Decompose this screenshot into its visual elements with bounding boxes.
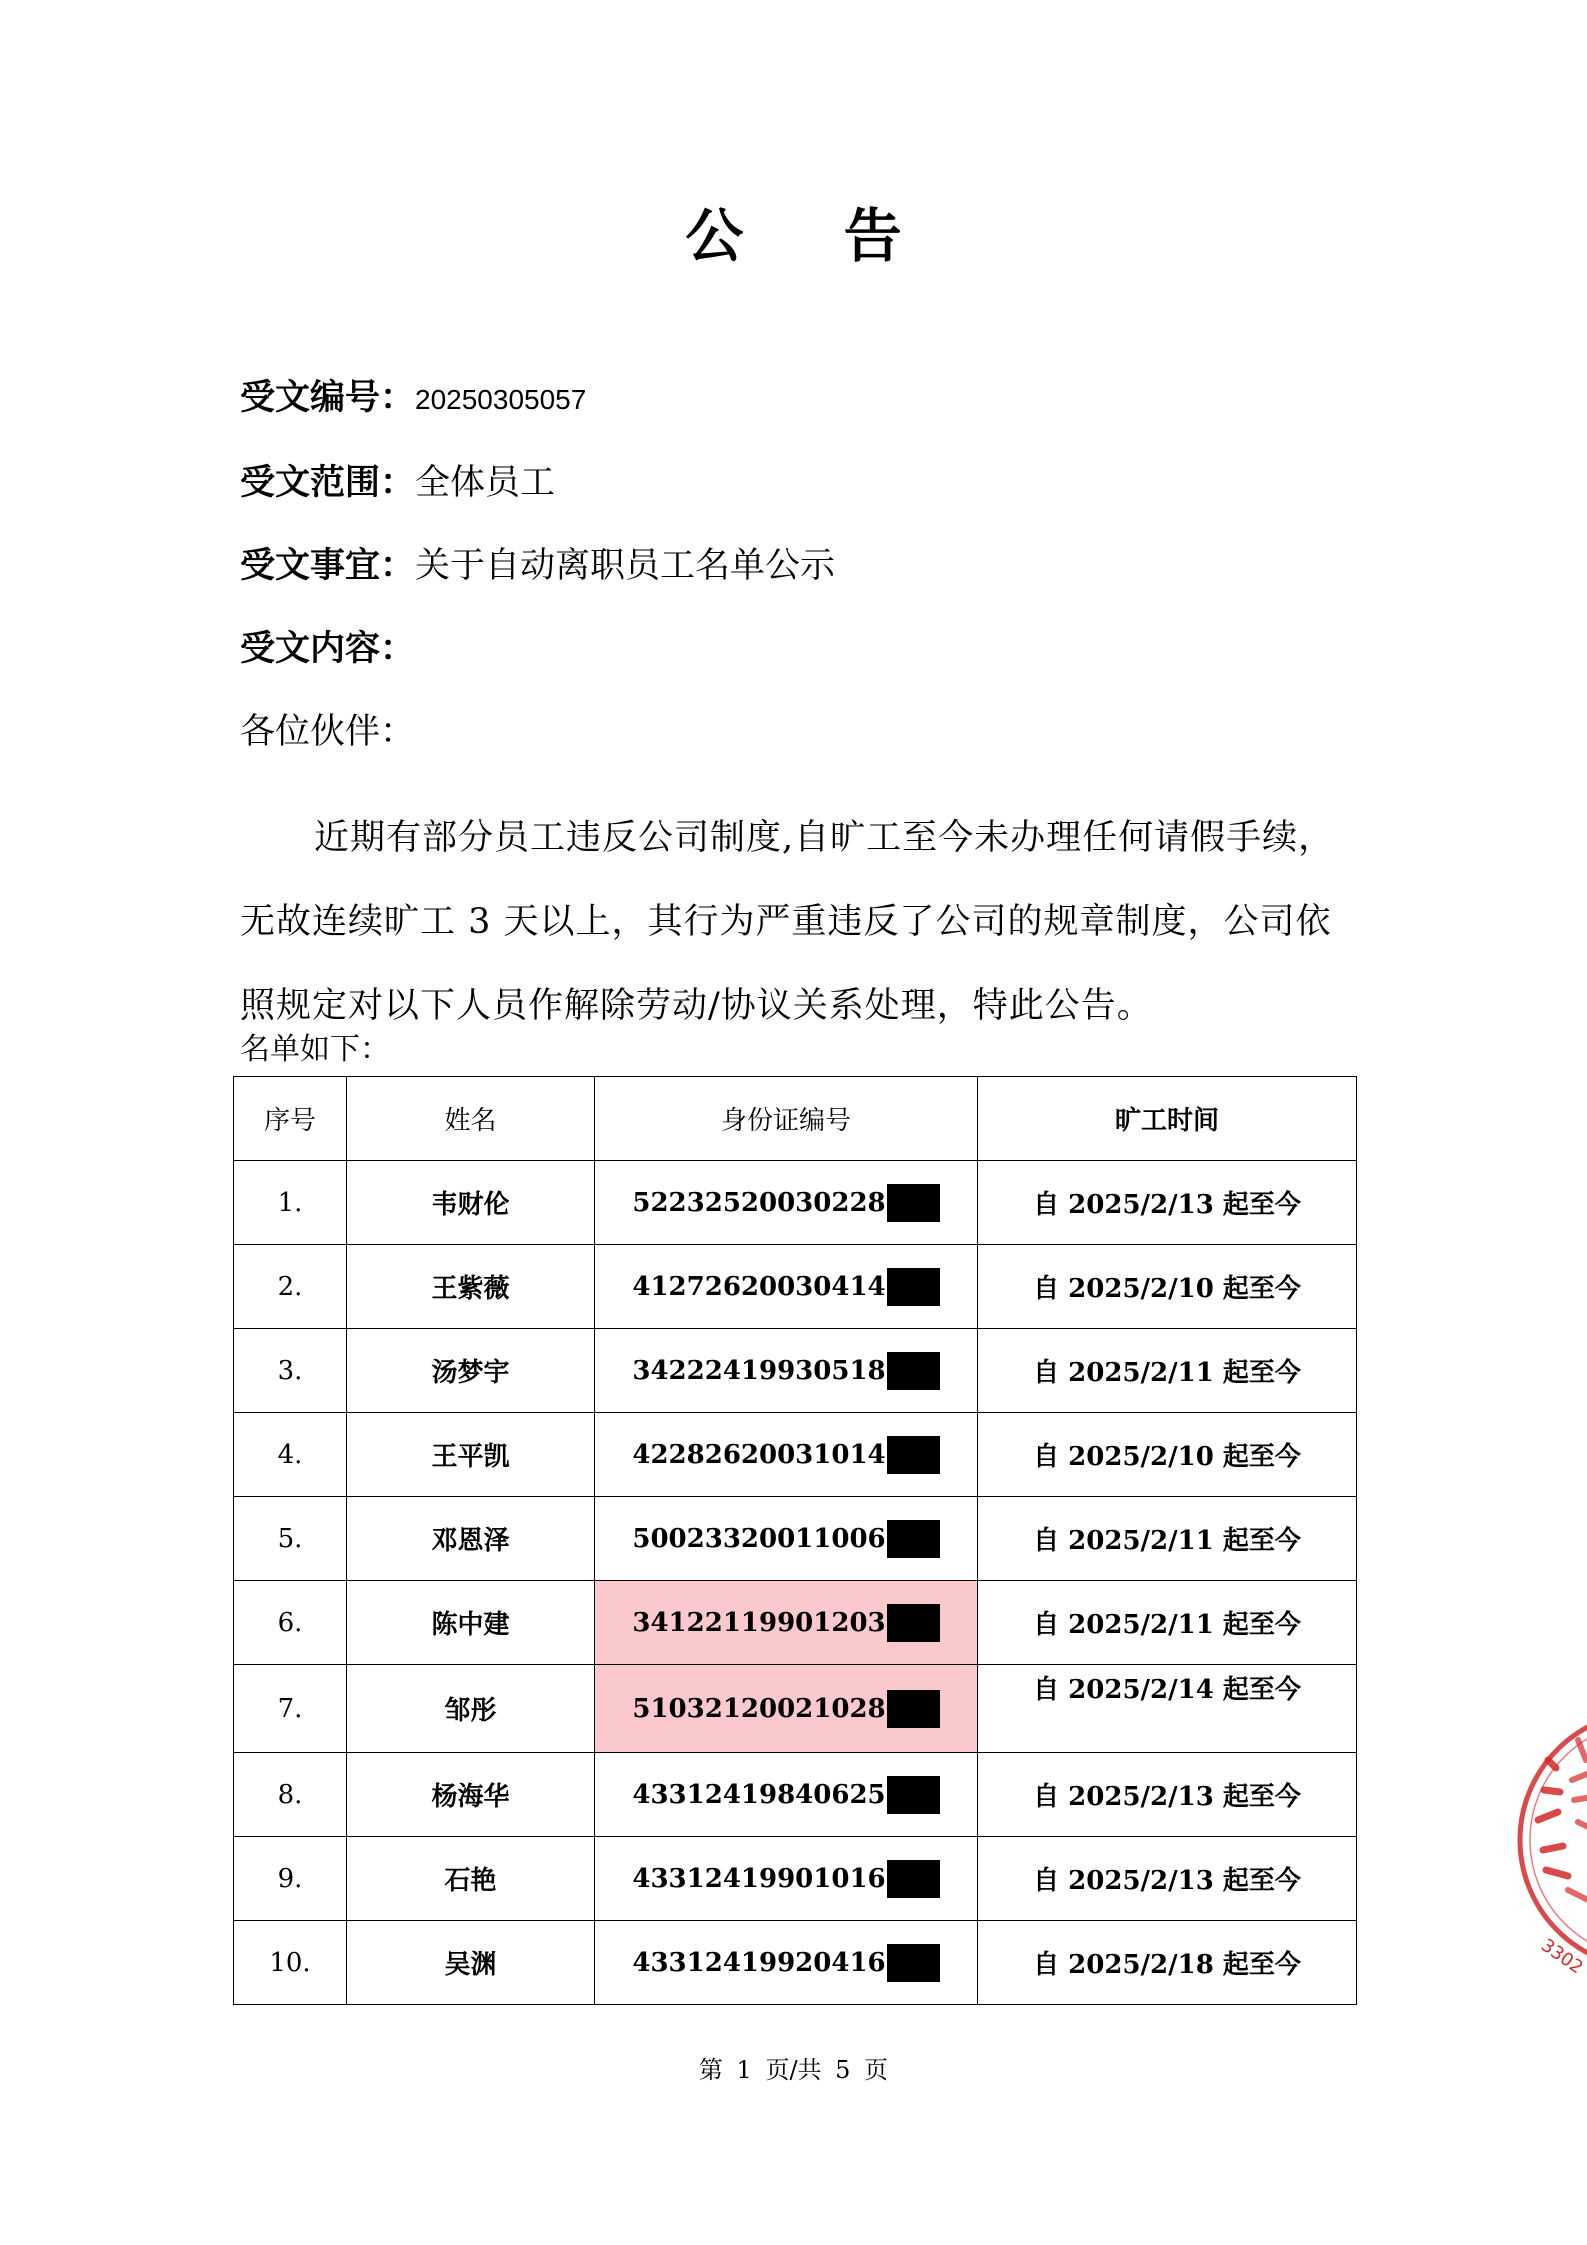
header-id: 身份证编号	[595, 1077, 978, 1161]
header-time: 旷工时间	[978, 1077, 1357, 1161]
redaction-block	[887, 1690, 940, 1728]
redaction-block	[887, 1944, 940, 1982]
row-absence-time: 自 2025/2/10 起至今	[978, 1245, 1357, 1329]
row-id-visible-digits: 51032120021028	[632, 1693, 886, 1724]
row-name: 陈中建	[347, 1581, 595, 1665]
row-id-number	[595, 1497, 978, 1581]
notice-body: 近期有部分员工违反公司制度,自旷工至今未办理任何请假手续，无故连续旷工 3 天以上，其行为严重违反了公司的规章制度，公司依照规定对以下人员作解除劳动/协议关系处理，特此公告。	[240, 818, 1335, 1026]
field-doc-number	[240, 376, 586, 422]
field-content	[240, 627, 415, 671]
row-absence-time: 自 2025/2/13 起至今	[978, 1753, 1357, 1837]
row-id-number	[595, 1581, 978, 1665]
field-subject-value: 关于自动离职员工名单公示	[415, 546, 836, 586]
row-name: 吴渊	[347, 1921, 595, 2005]
table-row	[234, 1665, 1357, 1753]
header-seq: 序号	[234, 1077, 347, 1161]
list-heading: 名单如下：	[240, 1032, 390, 1067]
table-row	[234, 1329, 1357, 1413]
row-seq: 4.	[234, 1413, 347, 1497]
row-name: 汤梦宇	[347, 1329, 595, 1413]
field-doc-number-label: 受文编号：	[240, 377, 416, 418]
field-doc-number-value: 20250305057	[415, 384, 587, 415]
row-absence-time: 自 2025/2/13 起至今	[978, 1837, 1357, 1921]
table-row	[234, 1581, 1357, 1665]
row-seq: 3.	[234, 1329, 347, 1413]
field-scope-value: 全体员工	[415, 463, 556, 503]
row-absence-time: 自 2025/2/14 起至今	[978, 1665, 1357, 1753]
row-id-visible-digits: 43312419840625	[632, 1779, 886, 1810]
redaction-block	[887, 1776, 940, 1814]
row-id-visible-digits: 43312419920416	[632, 1947, 886, 1978]
row-name: 王紫薇	[347, 1245, 595, 1329]
table-row	[234, 1921, 1357, 2005]
table-header-row	[234, 1077, 1357, 1161]
redaction-block	[887, 1436, 940, 1474]
row-seq: 10.	[234, 1921, 347, 2005]
row-id-number	[595, 1161, 978, 1245]
dismissal-table	[233, 1076, 1357, 2005]
row-seq: 9.	[234, 1837, 347, 1921]
row-absence-time: 自 2025/2/11 起至今	[978, 1329, 1357, 1413]
page-footer: 第 1 页/共 5 页	[698, 2056, 889, 2084]
row-id-number	[595, 1329, 978, 1413]
table-row	[234, 1161, 1357, 1245]
row-name: 石艳	[347, 1837, 595, 1921]
row-name: 邹彤	[347, 1665, 595, 1753]
row-seq: 5.	[234, 1497, 347, 1581]
row-seq: 7.	[234, 1665, 347, 1753]
row-name: 杨海华	[347, 1753, 595, 1837]
table-row	[234, 1753, 1357, 1837]
svg-text:3302: 3302	[1537, 1934, 1587, 1979]
table-row	[234, 1497, 1357, 1581]
table-row	[234, 1413, 1357, 1497]
document-title: 公 告	[685, 202, 942, 270]
redaction-block	[887, 1268, 940, 1306]
row-id-number	[595, 1837, 978, 1921]
redaction-block	[887, 1520, 940, 1558]
row-id-visible-digits: 41272620030414	[632, 1271, 886, 1302]
redaction-block	[887, 1184, 940, 1222]
field-scope-label: 受文范围：	[240, 462, 416, 503]
redaction-block	[887, 1604, 940, 1642]
row-absence-time: 自 2025/2/11 起至今	[978, 1581, 1357, 1665]
row-seq: 8.	[234, 1753, 347, 1837]
row-name: 邓恩泽	[347, 1497, 595, 1581]
row-name: 王平凯	[347, 1413, 595, 1497]
company-seal	[1508, 1700, 1587, 2000]
row-id-visible-digits: 43312419901016	[632, 1863, 886, 1894]
row-absence-time: 自 2025/2/13 起至今	[978, 1161, 1357, 1245]
row-absence-time: 自 2025/2/18 起至今	[978, 1921, 1357, 2005]
row-id-visible-digits: 52232520030228	[632, 1187, 886, 1218]
field-content-label: 受文内容：	[240, 628, 416, 669]
row-name: 韦财伦	[347, 1161, 595, 1245]
row-seq: 1.	[234, 1161, 347, 1245]
table-row	[234, 1245, 1357, 1329]
table-row	[234, 1837, 1357, 1921]
row-id-visible-digits: 42282620031014	[632, 1439, 886, 1470]
header-name: 姓名	[347, 1077, 595, 1161]
row-id-visible-digits: 34122119901203	[632, 1607, 886, 1638]
row-id-number	[595, 1245, 978, 1329]
row-id-number	[595, 1921, 978, 2005]
field-scope	[240, 461, 555, 505]
redaction-block	[887, 1352, 940, 1390]
row-id-number	[595, 1413, 978, 1497]
row-id-number	[595, 1665, 978, 1753]
field-subject-label: 受文事宜：	[240, 545, 416, 586]
row-absence-time: 自 2025/2/10 起至今	[978, 1413, 1357, 1497]
row-id-visible-digits: 34222419930518	[632, 1355, 886, 1386]
table-body	[234, 1161, 1357, 2005]
row-id-visible-digits: 50023320011006	[632, 1523, 886, 1554]
row-seq: 2.	[234, 1245, 347, 1329]
row-absence-time: 自 2025/2/11 起至今	[978, 1497, 1357, 1581]
greeting: 各位伙伴：	[240, 712, 416, 752]
redaction-block	[887, 1860, 940, 1898]
field-subject	[240, 544, 835, 588]
row-id-number	[595, 1753, 978, 1837]
row-seq: 6.	[234, 1581, 347, 1665]
